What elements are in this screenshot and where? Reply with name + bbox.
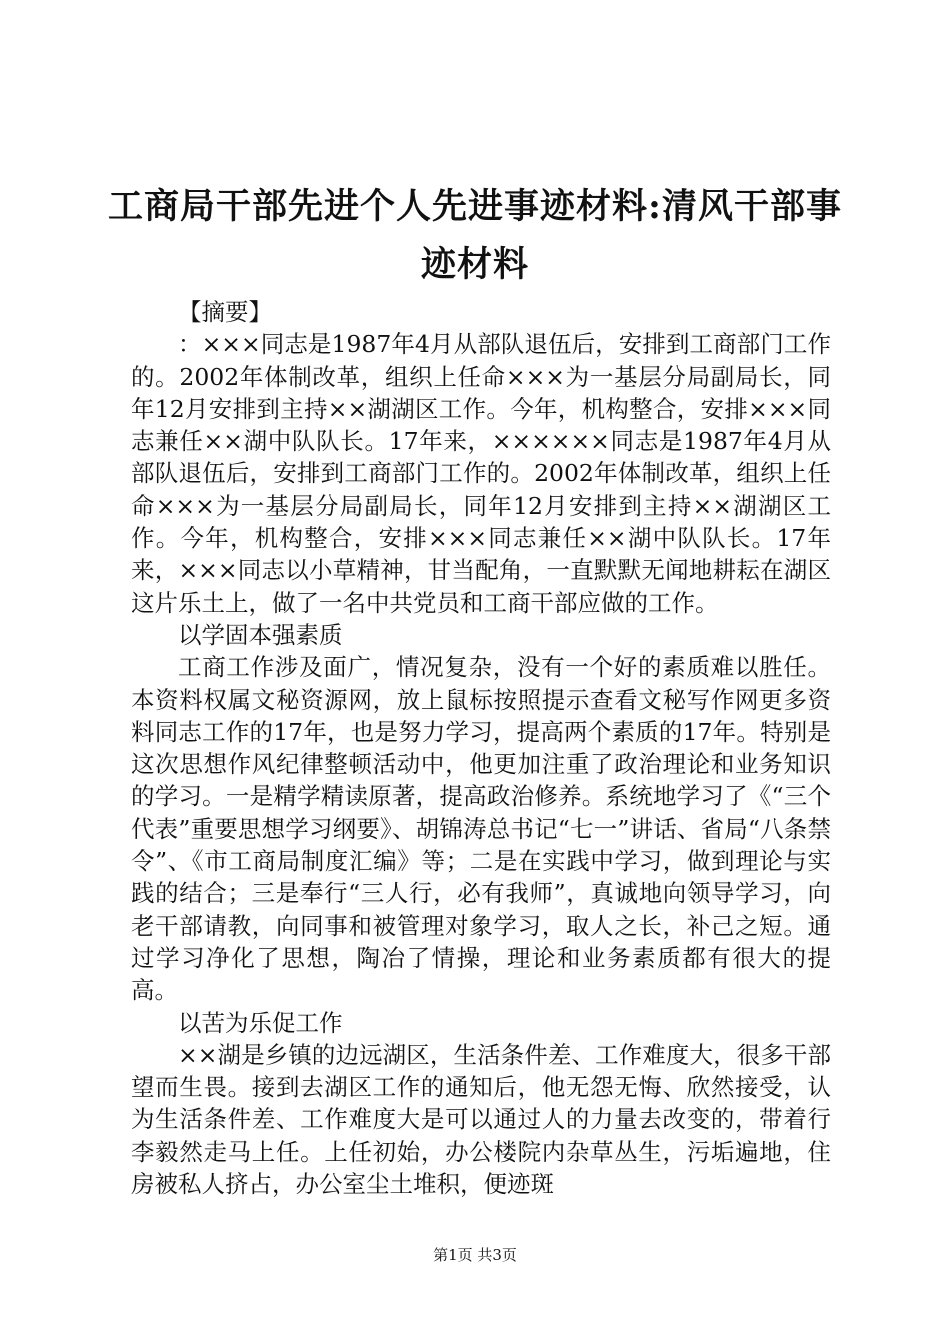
section-heading-hardship: 以苦为乐促工作 [178, 1008, 343, 1037]
page-footer: 第1页 共3页 [433, 1246, 517, 1264]
paragraph-hardship: ××湖是乡镇的边远湖区，生活条件差、工作难度大，很多干部望而生畏。接到去湖区工作的通知后，他无怨无悔、欣然接受，认为生活条件差、工作难度大是可以通过人的力量去改变的，带着行李毅然走马上任。上任初始，办公楼院内杂草丛生，污垢遍地，住房被私人挤占，办公室尘土堆积，便迹斑 [131, 1040, 831, 1199]
document-body [131, 296, 831, 1200]
paragraph-abstract: ：×××同志是1987年4月从部队退伍后，安排到工商部门工作的。2002年体制改革，组织上任命×××为一基层分局副局长，同年12月安排到主持××湖湖区工作。今年，机构整合，安排×××同志兼任××湖中队队长。17年来，××××××同志是1987年4月从部队退伍后，安排到工商部门工作的。2002年体制改革，组织上任命×××为一基层分局副局长，同年12月安排到主持××湖湖区工作。今年，机构整合，安排×××同志兼任××湖中队队长。17年来，×××同志以小草精神，甘当配角，一直默默无闻地耕耘在湖区这片乐土上，做了一名中共党员和工商干部应做的工作。 [131, 330, 831, 617]
abstract-label: 【摘要】 [178, 298, 272, 326]
paragraph-study: 工商工作涉及面广，情况复杂，没有一个好的素质难以胜任。本资料权属文秘资源网，放上鼠标按照提示查看文秘写作网更多资料同志工作的17年，也是努力学习，提高两个素质的17年。特别是这次思想作风纪律整顿活动中，他更加注重了政治理论和业务知识的学习。一是精学精读原著，提高政治修养。系统地学习了《“三个代表”重要思想学习纲要》、胡锦涛总书记“七一”讲话、省局“八条禁令”、《市工商局制度汇编》等；二是在实践中学习，做到理论与实践的结合；三是奉行“三人行，必有我师”，真诚地向领导学习，向老干部请教，向同事和被管理对象学习，取人之长，补己之短。通过学习净化了思想，陶冶了情操，理论和业务素质都有很大的提高。 [131, 653, 831, 1005]
section-heading-study: 以学固本强素质 [178, 620, 343, 649]
document-title: 工商局干部先进个人先进事迹材料:清风干部事迹材料 [108, 186, 842, 285]
